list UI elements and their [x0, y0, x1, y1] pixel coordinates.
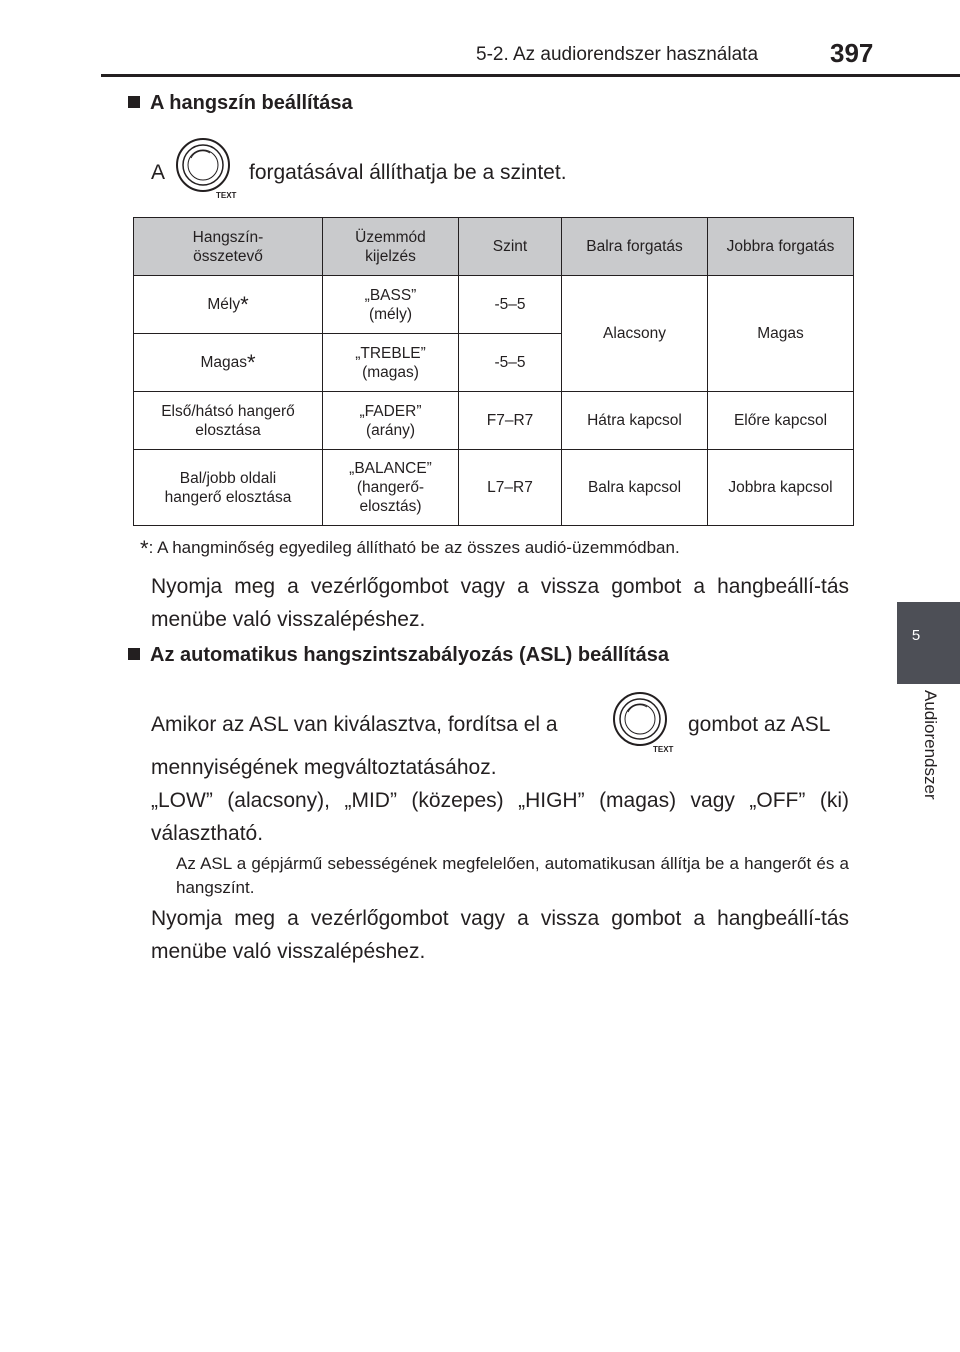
cell-level: L7–R7: [459, 450, 562, 526]
asl-line2: mennyiségének megváltoztatásához.: [151, 756, 497, 779]
square-bullet-icon: [128, 96, 140, 108]
heading-text: A hangszín beállítása: [150, 92, 353, 114]
section-title: 5-2. Az audiorendszer használata: [476, 44, 759, 65]
asl-options: „LOW” (alacsony), „MID” (közepes) „HIGH” (magas) vagy „OFF” (ki) választható.: [151, 789, 849, 845]
cell-mode: „TREBLE” (magas): [323, 334, 459, 392]
square-bullet-icon: [128, 648, 140, 660]
col-header-mode: Üzemmód kijelzés: [323, 218, 459, 276]
tune-knob-icon: [609, 690, 675, 756]
cell-component: Magas*: [134, 334, 323, 392]
section-heading-tone: [128, 92, 353, 115]
cell-left: Balra kapcsol: [562, 450, 708, 526]
asl-line1-after: gombot az ASL: [688, 713, 831, 736]
table-row: [134, 276, 854, 334]
header-rule: [101, 74, 960, 77]
col-header-component: Hangszín- összetevő: [134, 218, 323, 276]
asl-note: Az ASL a gépjármű sebességének megfelelően, automatikusan állítja be a hangerőt és a hangszínt.: [176, 854, 849, 897]
section-heading-asl: [128, 644, 669, 667]
cell-component: Bal/jobb oldali hangerő elosztása: [134, 450, 323, 526]
svg-text:TEXT: TEXT: [653, 745, 674, 754]
chapter-number: 5: [911, 627, 921, 644]
cell-level: -5–5: [459, 334, 562, 392]
tone-settings-table: [133, 217, 854, 526]
cell-mode: „BASS” (mély): [323, 276, 459, 334]
return-instruction-2: Nyomja meg a vezérlőgombot vagy a vissza gombot a hangbeállí-tás menübe való visszalépéshez.: [151, 907, 849, 963]
heading-text: Az automatikus hangszintszabályozás (ASL) beállítása: [150, 644, 670, 666]
cell-level: -5–5: [459, 276, 562, 334]
intro-after: forgatásával állíthatja be a szintet.: [249, 161, 567, 184]
intro-before: A: [151, 161, 166, 184]
chapter-label: Audiorendszer: [921, 690, 940, 800]
cell-left: Hátra kapcsol: [562, 392, 708, 450]
cell-right-merged: Magas: [708, 276, 854, 392]
col-header-right: Jobbra forgatás: [708, 218, 854, 276]
cell-level: F7–R7: [459, 392, 562, 450]
table-header-row: [134, 218, 854, 276]
cell-component: Első/hátsó hangerő elosztása: [134, 392, 323, 450]
cell-left-merged: Alacsony: [562, 276, 708, 392]
table-row: [134, 392, 854, 450]
cell-component: Mély*: [134, 276, 323, 334]
cell-right: Jobbra kapcsol: [708, 450, 854, 526]
footnote: [140, 536, 680, 561]
return-instruction-1: Nyomja meg a vezérlőgombot vagy a vissza gombot a hangbeállí-tás menübe való visszalépéshez.: [151, 575, 849, 631]
svg-text:TEXT: TEXT: [216, 191, 237, 200]
cell-mode: „FADER” (arány): [323, 392, 459, 450]
cell-right: Előre kapcsol: [708, 392, 854, 450]
asl-line1-before: Amikor az ASL van kiválasztva, fordítsa el a: [151, 713, 558, 736]
cell-mode: „BALANCE” (hangerő- elosztás): [323, 450, 459, 526]
col-header-level: Szint: [459, 218, 562, 276]
col-header-left: Balra forgatás: [562, 218, 708, 276]
footnote-text: : A hangminőség egyedileg állítható be az összes audió-üzemmódban.: [148, 538, 680, 557]
table-row: [134, 450, 854, 526]
page-number: 397: [830, 38, 874, 68]
footnote-mark: *: [140, 536, 149, 561]
tune-knob-icon: [172, 136, 238, 202]
